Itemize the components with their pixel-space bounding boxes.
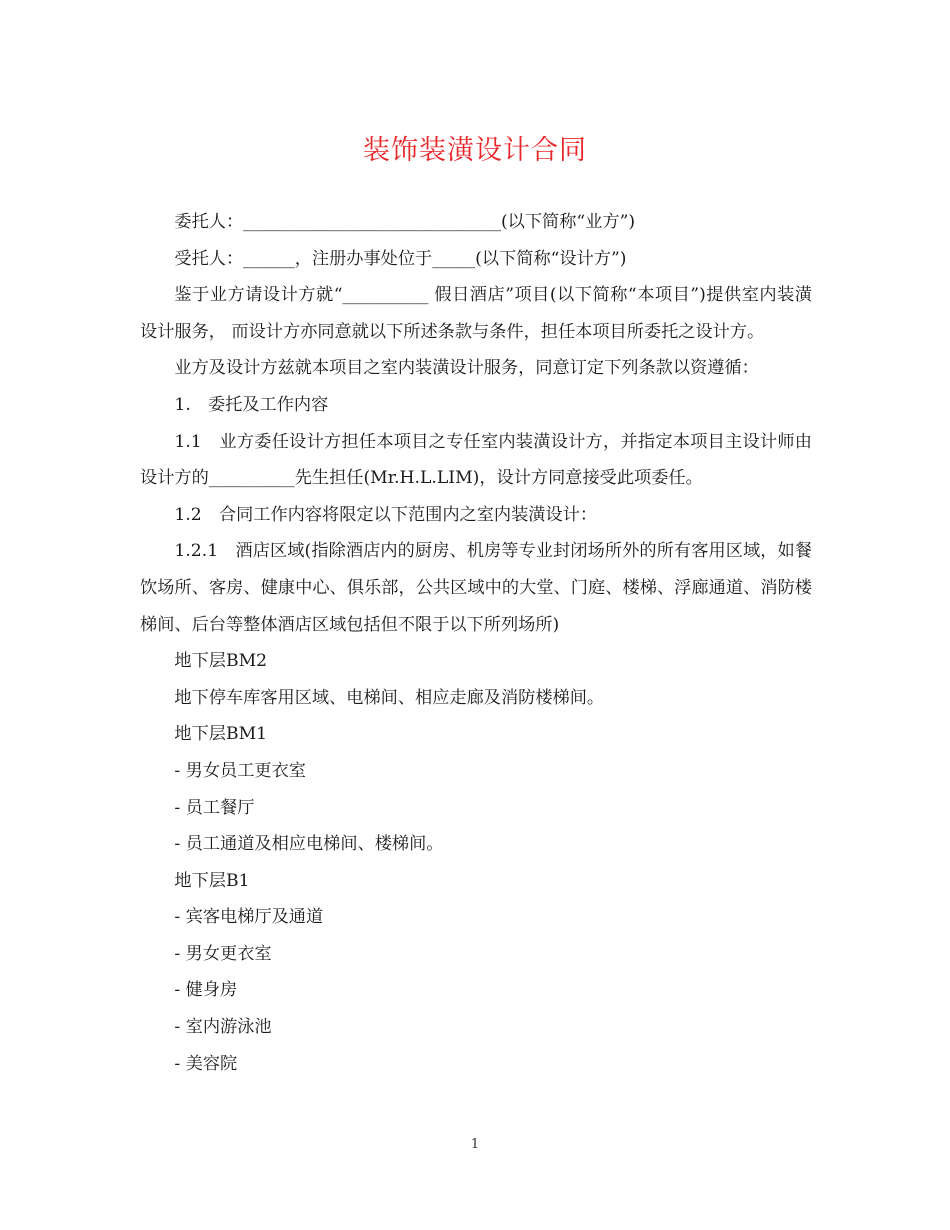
paragraph-preamble: 鉴于业方请设计方就“__________ 假日酒店”项目(以下简称“本项目”)提供室内装潢设计服务， 而设计方亦同意就以下所述条款与条件，担任本项目所委托之设计方。 xyxy=(140,285,812,342)
paragraph-agreement: 业方及设计方兹就本项目之室内装潢设计服务，同意订定下列条款以资遵循： xyxy=(174,358,759,379)
paragraph-contractor: 受托人：______，注册办事处位于_____(以下简称“设计方”) xyxy=(174,248,627,269)
list-item: - 宾客电梯厅及通道 xyxy=(174,907,324,928)
list-item: - 男女员工更衣室 xyxy=(174,760,306,781)
document-body xyxy=(140,204,812,1082)
section-heading-1: 1. 委托及工作内容 xyxy=(174,394,329,415)
paragraph-client: 委托人：______________________________(以下简称“业方”) xyxy=(174,212,636,232)
list-item: - 员工餐厅 xyxy=(174,797,255,818)
floor-heading-bm1: 地下层BM1 xyxy=(174,724,268,745)
floor-heading-b1: 地下层B1 xyxy=(174,870,250,891)
floor-heading-bm2: 地下层BM2 xyxy=(174,651,268,672)
clause-1-1: 1.1 业方委任设计方担任本项目之专任室内装潢设计方，并指定本项目主设计师由设计方的__________先生担任(Mr.H.L.LIM)，设计方同意接受此项委任。 xyxy=(140,431,812,489)
document-title: 装饰装潢设计合同 xyxy=(363,135,587,166)
list-item: - 室内游泳池 xyxy=(174,1017,272,1038)
list-item: - 男女更衣室 xyxy=(174,943,272,964)
floor-bm2-content: 地下停车库客用区域、电梯间、相应走廊及消防楼梯间。 xyxy=(174,687,605,708)
list-item: - 美容院 xyxy=(174,1053,238,1074)
clause-1-2: 1.2 合同工作内容将限定以下范围内之室内装潢设计： xyxy=(174,504,598,525)
list-item: - 员工通道及相应电梯间、楼梯间。 xyxy=(174,834,444,855)
page-number: 1 xyxy=(470,1137,480,1152)
list-item: - 健身房 xyxy=(174,980,238,1001)
clause-1-2-1: 1.2.1 酒店区域(指除酒店内的厨房、机房等专业封闭场所外的所有客用区域，如餐饮场所、客房、健康中心、俱乐部，公共区域中的大堂、门庭、楼梯、浮廊通道、消防楼梯间、后台等整体酒店区域包括但不限于以下所列场所) xyxy=(140,541,812,635)
